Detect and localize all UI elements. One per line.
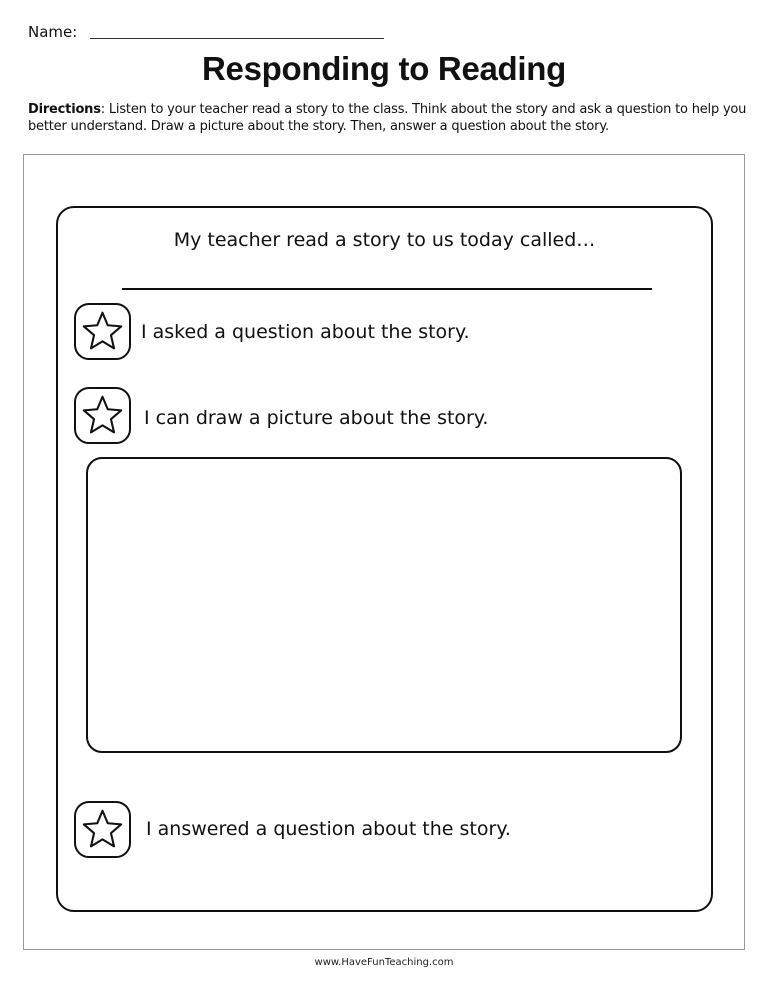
star-badge-question: [74, 303, 131, 360]
footer-website: www.HaveFunTeaching.com: [314, 957, 454, 968]
star-icon: [80, 393, 125, 438]
name-label: Name:: [28, 23, 78, 41]
page-title: Responding to Reading: [201, 50, 567, 87]
star-badge-picture: [74, 387, 131, 444]
directions-text: : Listen to your teacher read a story to the class. Think about the story and ask a question to help you better understand. Draw a picture about the story. Then, answer a question about the story.: [28, 102, 747, 134]
story-prompt: My teacher read a story to us today called…: [173, 229, 596, 251]
drawing-area[interactable]: [86, 457, 682, 753]
step-text-question: I asked a question about the story.: [141, 321, 470, 343]
star-icon: [80, 309, 125, 354]
star-badge-answer: [74, 801, 131, 858]
name-line[interactable]: [90, 38, 384, 39]
step-text-picture: I can draw a picture about the story.: [144, 407, 489, 429]
step-text-answer: I answered a question about the story.: [146, 818, 511, 840]
story-title-line[interactable]: [122, 288, 652, 290]
star-icon: [80, 807, 125, 852]
directions: [28, 101, 758, 135]
directions-label: Directions: [28, 102, 101, 117]
